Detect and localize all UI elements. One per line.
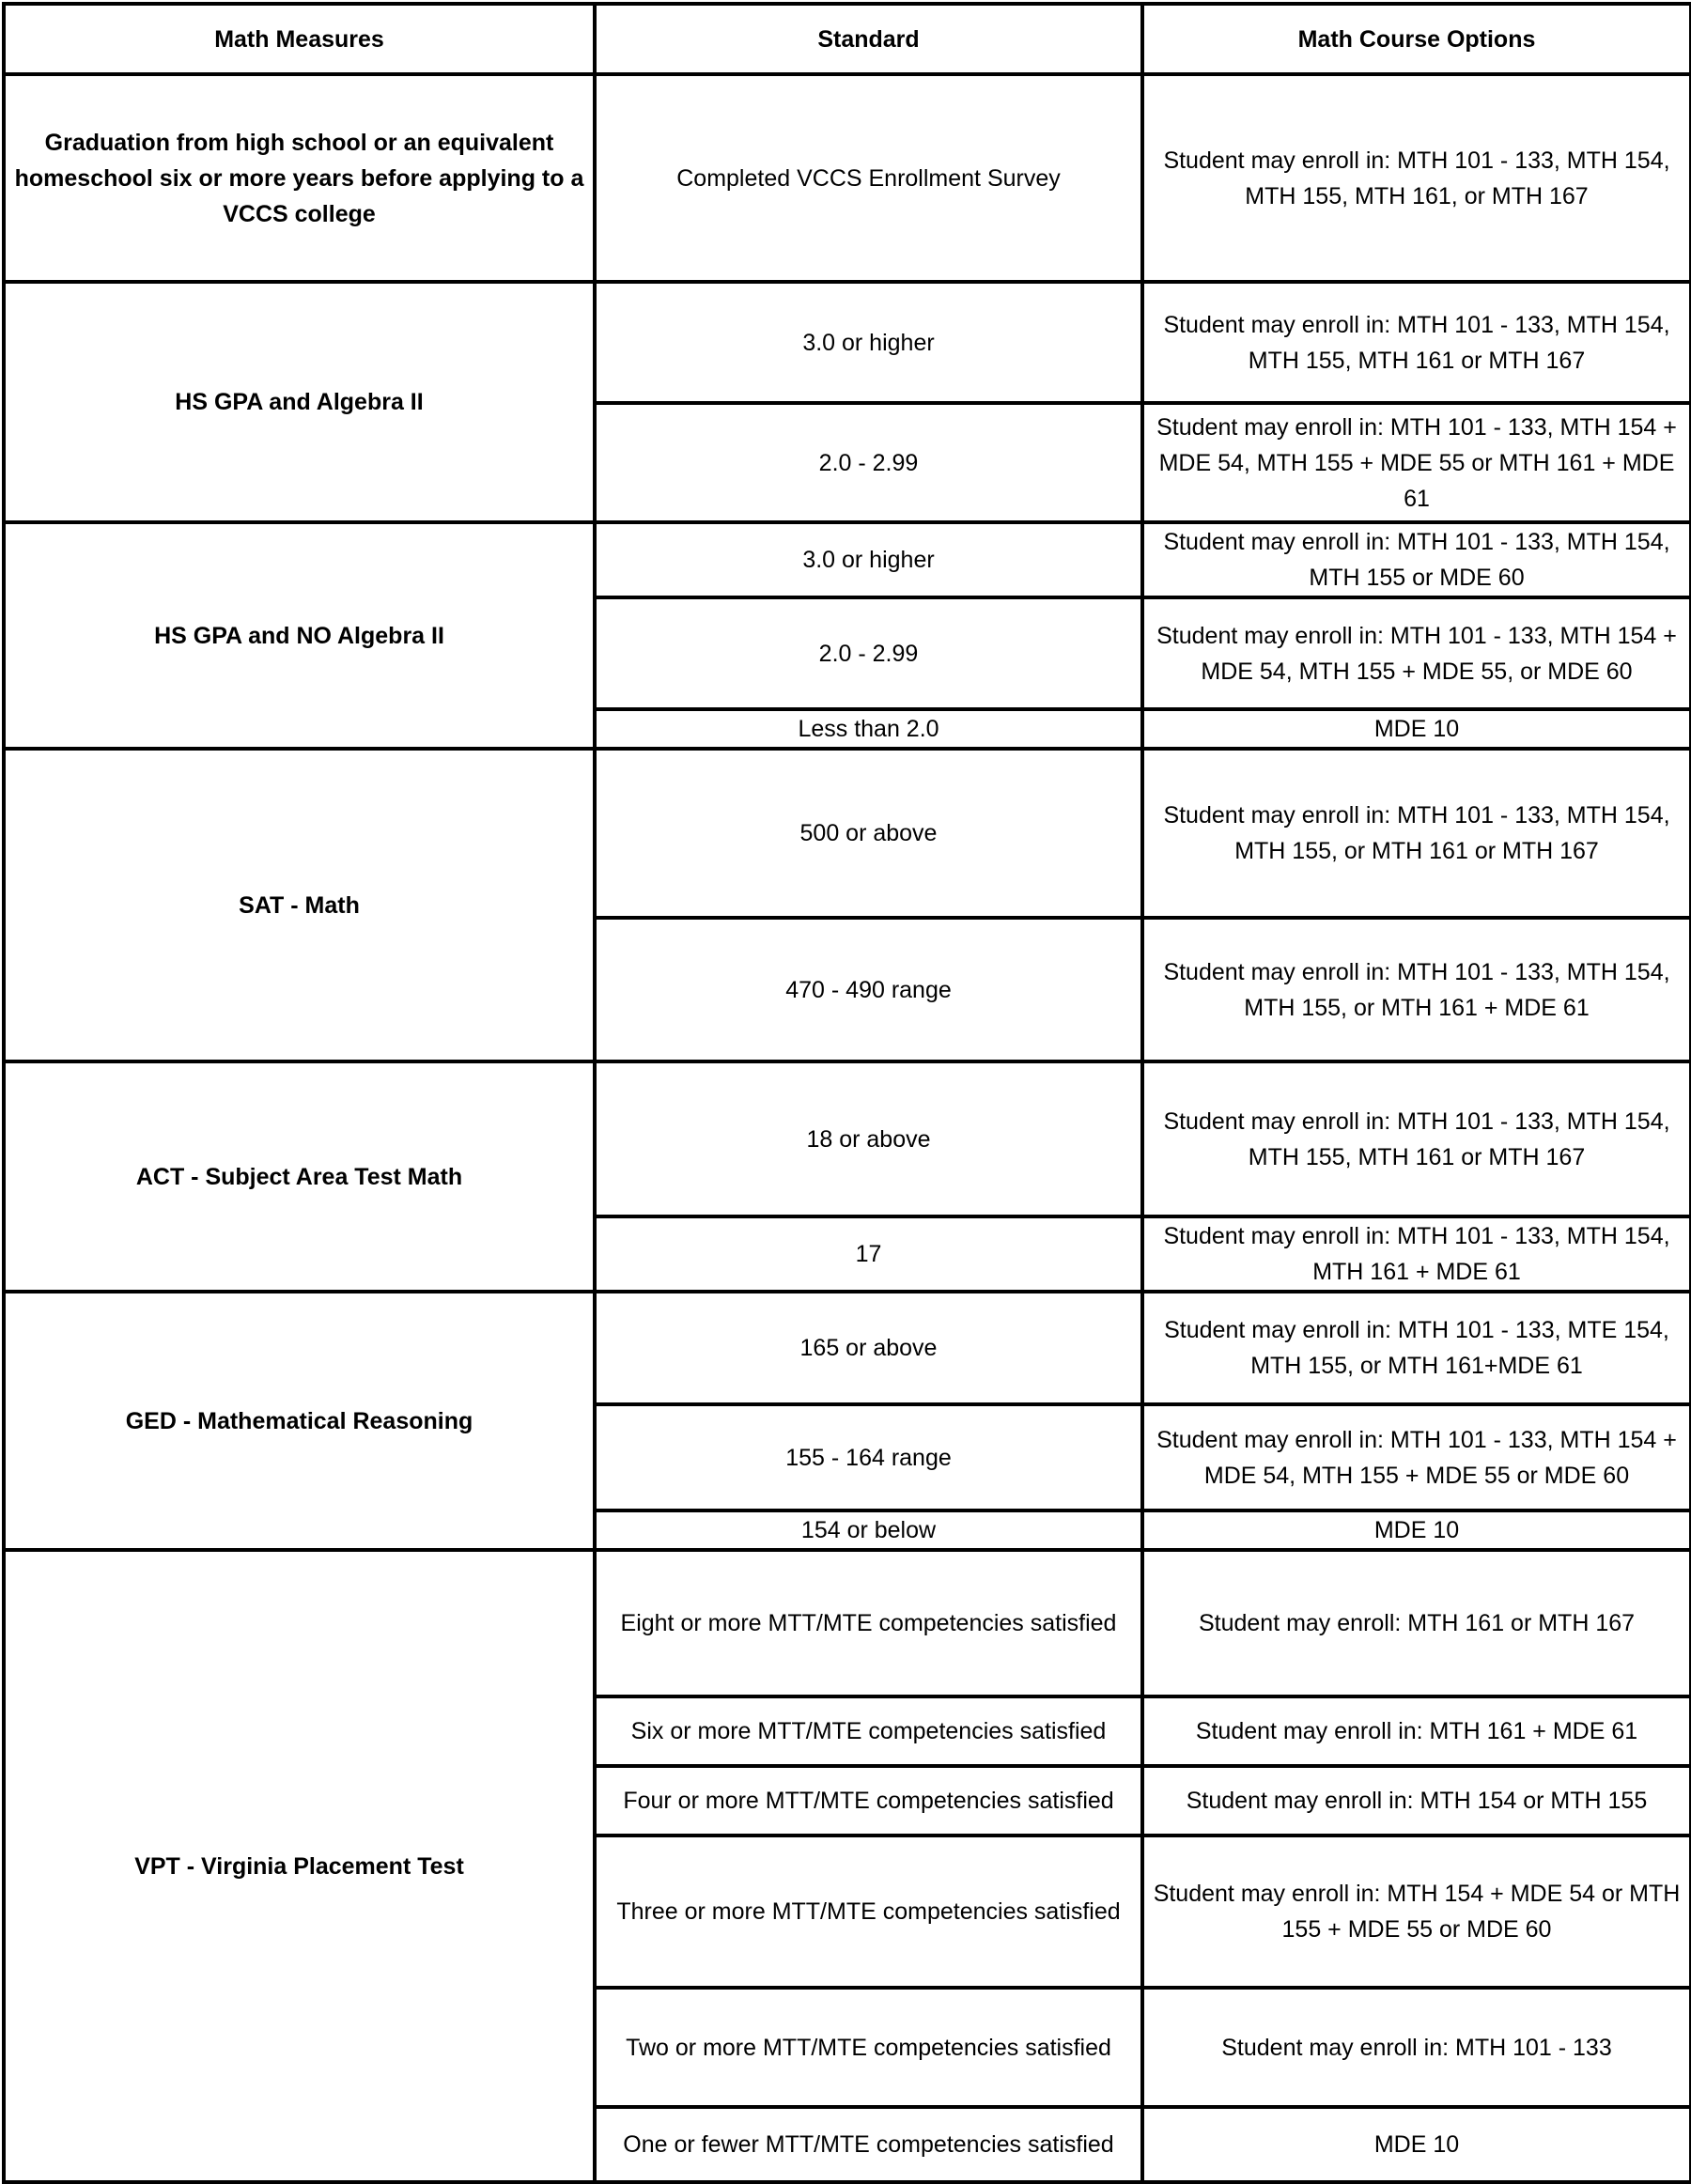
options-cell: Student may enroll in: MTH 101 - 133, MTH 154, MTH 155, or MTH 161 + MDE 61 [1142, 918, 1691, 1061]
standard-cell: Less than 2.0 [595, 709, 1142, 749]
options-cell: MDE 10 [1142, 1510, 1691, 1550]
options-cell: Student may enroll in: MTH 101 - 133, MTH 154 + MDE 54, MTH 155 + MDE 55 or MDE 60 [1142, 1404, 1691, 1510]
table-row [4, 74, 1691, 282]
options-cell: Student may enroll in: MTH 101 - 133, MTH 154, MTH 155, or MTH 161 or MTH 167 [1142, 749, 1691, 918]
standard-cell: Six or more MTT/MTE competencies satisfied [595, 1696, 1142, 1766]
standard-cell: 155 - 164 range [595, 1404, 1142, 1510]
table-row [4, 1061, 1691, 1216]
measure-cell: SAT - Math [4, 749, 595, 1061]
header-standard: Standard [595, 4, 1142, 74]
measure-cell: VPT - Virginia Placement Test [4, 1550, 595, 2182]
options-cell: Student may enroll in: MTH 101 - 133, MTH 154, MTH 155, MTH 161, or MTH 167 [1142, 74, 1691, 282]
standard-cell: 2.0 - 2.99 [595, 403, 1142, 522]
placement-table [2, 2, 1691, 2184]
options-cell: Student may enroll in: MTH 101 - 133, MTH 154 + MDE 54, MTH 155 + MDE 55 or MTH 161 + MDE 61 [1142, 403, 1691, 522]
standard-cell: 154 or below [595, 1510, 1142, 1550]
standard-cell: One or fewer MTT/MTE competencies satisfied [595, 2107, 1142, 2182]
options-cell: Student may enroll in: MTH 154 + MDE 54 or MTH 155 + MDE 55 or MDE 60 [1142, 1835, 1691, 1988]
options-cell: Student may enroll in: MTH 154 or MTH 155 [1142, 1766, 1691, 1835]
standard-cell: 500 or above [595, 749, 1142, 918]
measure-cell: HS GPA and NO Algebra II [4, 522, 595, 749]
standard-cell: Completed VCCS Enrollment Survey [595, 74, 1142, 282]
options-cell: MDE 10 [1142, 2107, 1691, 2182]
options-cell: Student may enroll in: MTH 101 - 133, MTH 154, MTH 155, MTH 161 or MTH 167 [1142, 282, 1691, 403]
table-row [4, 1292, 1691, 1404]
standard-cell: 3.0 or higher [595, 522, 1142, 597]
standard-cell: Eight or more MTT/MTE competencies satisfied [595, 1550, 1142, 1696]
standard-cell: Four or more MTT/MTE competencies satisfied [595, 1766, 1142, 1835]
header-math-measures: Math Measures [4, 4, 595, 74]
table-row [4, 282, 1691, 403]
options-cell: MDE 10 [1142, 709, 1691, 749]
options-cell: Student may enroll in: MTH 101 - 133, MTH 154 + MDE 54, MTH 155 + MDE 55, or MDE 60 [1142, 597, 1691, 709]
table-row [4, 749, 1691, 918]
measure-cell: Graduation from high school or an equivalent homeschool six or more years before applying to a VCCS college [4, 74, 595, 282]
standard-cell: Two or more MTT/MTE competencies satisfied [595, 1988, 1142, 2107]
standard-cell: 18 or above [595, 1061, 1142, 1216]
options-cell: Student may enroll in: MTH 101 - 133, MTH 154, MTH 161 + MDE 61 [1142, 1216, 1691, 1292]
header-row [4, 4, 1691, 74]
standard-cell: 3.0 or higher [595, 282, 1142, 403]
table-row [4, 522, 1691, 597]
options-cell: Student may enroll in: MTH 101 - 133, MTE 154, MTH 155, or MTH 161+MDE 61 [1142, 1292, 1691, 1404]
header-course-options: Math Course Options [1142, 4, 1691, 74]
measure-cell: GED - Mathematical Reasoning [4, 1292, 595, 1550]
table-row [4, 1550, 1691, 1696]
standard-cell: Three or more MTT/MTE competencies satisfied [595, 1835, 1142, 1988]
options-cell: Student may enroll in: MTH 101 - 133 [1142, 1988, 1691, 2107]
standard-cell: 470 - 490 range [595, 918, 1142, 1061]
standard-cell: 17 [595, 1216, 1142, 1292]
options-cell: Student may enroll in: MTH 101 - 133, MTH 154, MTH 155, MTH 161 or MTH 167 [1142, 1061, 1691, 1216]
options-cell: Student may enroll in: MTH 161 + MDE 61 [1142, 1696, 1691, 1766]
measure-cell: ACT - Subject Area Test Math [4, 1061, 595, 1292]
options-cell: Student may enroll: MTH 161 or MTH 167 [1142, 1550, 1691, 1696]
options-cell: Student may enroll in: MTH 101 - 133, MTH 154, MTH 155 or MDE 60 [1142, 522, 1691, 597]
standard-cell: 165 or above [595, 1292, 1142, 1404]
measure-cell: HS GPA and Algebra II [4, 282, 595, 522]
standard-cell: 2.0 - 2.99 [595, 597, 1142, 709]
